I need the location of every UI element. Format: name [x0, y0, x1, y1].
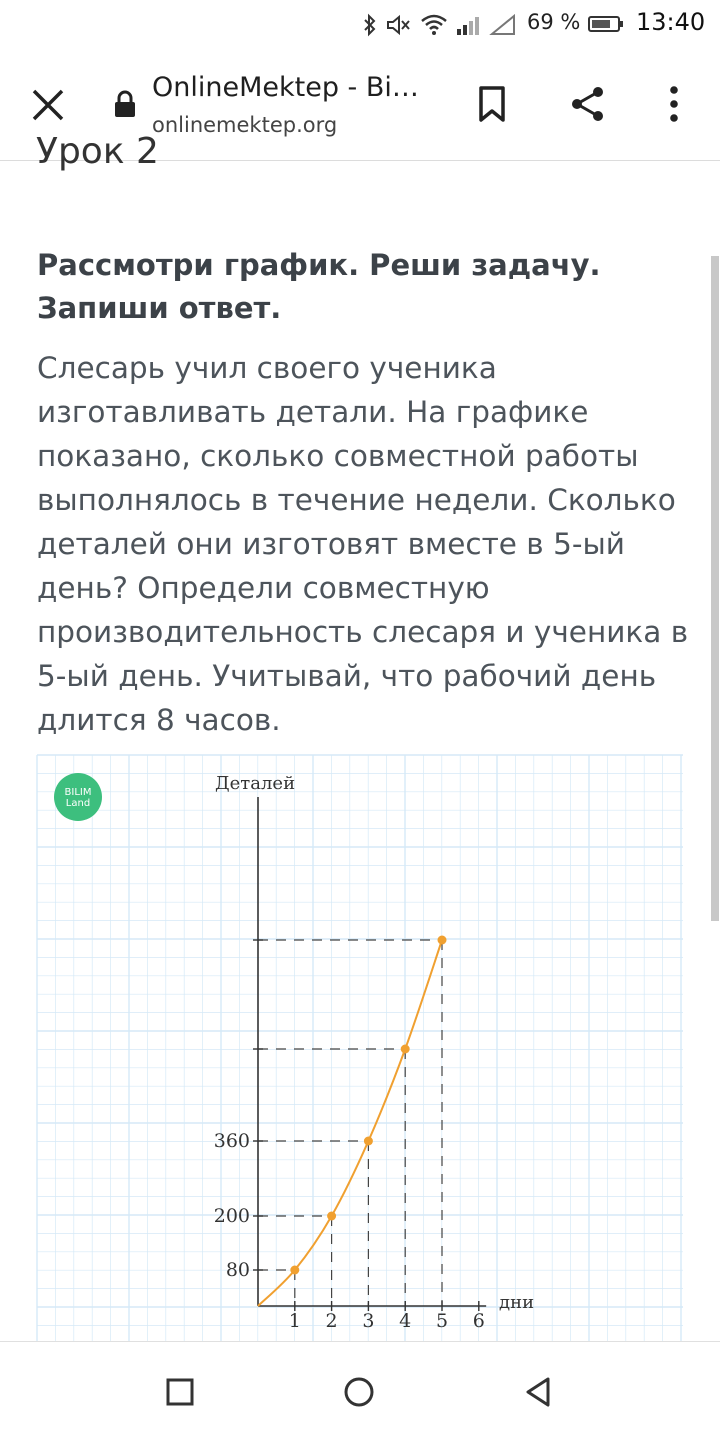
share-icon[interactable] [568, 84, 608, 124]
x-tick-label: 6 [472, 1310, 485, 1332]
page-url[interactable]: onlinemektep.org [152, 113, 338, 137]
y-tick-label: 360 [213, 1130, 250, 1152]
data-point [438, 936, 447, 945]
chart-grid [37, 755, 683, 1345]
home-icon[interactable] [343, 1376, 375, 1408]
task-heading: Рассмотри график. Реши задачу. Запиши ответ. [37, 248, 601, 325]
clock: 13:40 [636, 8, 706, 36]
battery-percentage: 69 % [527, 10, 581, 34]
y-tick-label: 200 [213, 1205, 250, 1227]
bookmark-icon[interactable] [472, 84, 512, 124]
chart-series [258, 936, 447, 1307]
lesson-title: Урок 2 [36, 131, 159, 172]
x-tick-label: 4 [399, 1310, 412, 1332]
close-icon[interactable] [28, 88, 68, 122]
signal-empty-icon [490, 13, 516, 37]
chart-ticks [214, 940, 485, 1332]
x-tick-label: 1 [288, 1310, 301, 1332]
chart [37, 755, 683, 1345]
recent-apps-icon[interactable] [164, 1376, 196, 1408]
status-icons [362, 12, 516, 38]
logo-line1: BILIM [64, 787, 92, 798]
status-bar [0, 0, 720, 50]
data-point [290, 1266, 299, 1275]
data-point [364, 1137, 373, 1146]
wifi-icon [420, 13, 448, 37]
navigation-bar [0, 1341, 720, 1441]
logo [54, 773, 102, 821]
back-icon[interactable] [522, 1376, 554, 1408]
signal-icon [456, 13, 482, 37]
lock-icon [114, 90, 136, 118]
x-axis-label: дни [499, 1292, 535, 1313]
x-tick-label: 3 [362, 1310, 375, 1332]
scrollbar[interactable] [711, 256, 719, 921]
more-icon[interactable] [654, 84, 694, 124]
y-axis-label: Деталей [215, 773, 296, 794]
page-title[interactable]: OnlineMektep - Bi… [152, 72, 419, 103]
x-tick-label: 5 [435, 1310, 449, 1332]
bluetooth-icon [362, 13, 378, 37]
chart-svg [37, 755, 683, 1345]
mute-icon [386, 13, 412, 37]
chart-axes [258, 797, 486, 1306]
x-tick-label: 2 [325, 1310, 338, 1332]
data-point [327, 1212, 336, 1221]
task-text: Слесарь учил своего ученика изготавливать детали. На графике показано, сколько совместной работы выполнялось в течение недели. Сколько деталей они изготовят вместе в 5-ый день? Определи совместную производительность слесаря и ученика в 5-ый день. Учитывай, что рабочий день длится 8 часов. [37, 351, 689, 737]
y-tick-label: 80 [225, 1259, 250, 1281]
logo-line2: Land [65, 798, 91, 809]
data-point [401, 1045, 410, 1054]
battery-icon [588, 16, 620, 32]
